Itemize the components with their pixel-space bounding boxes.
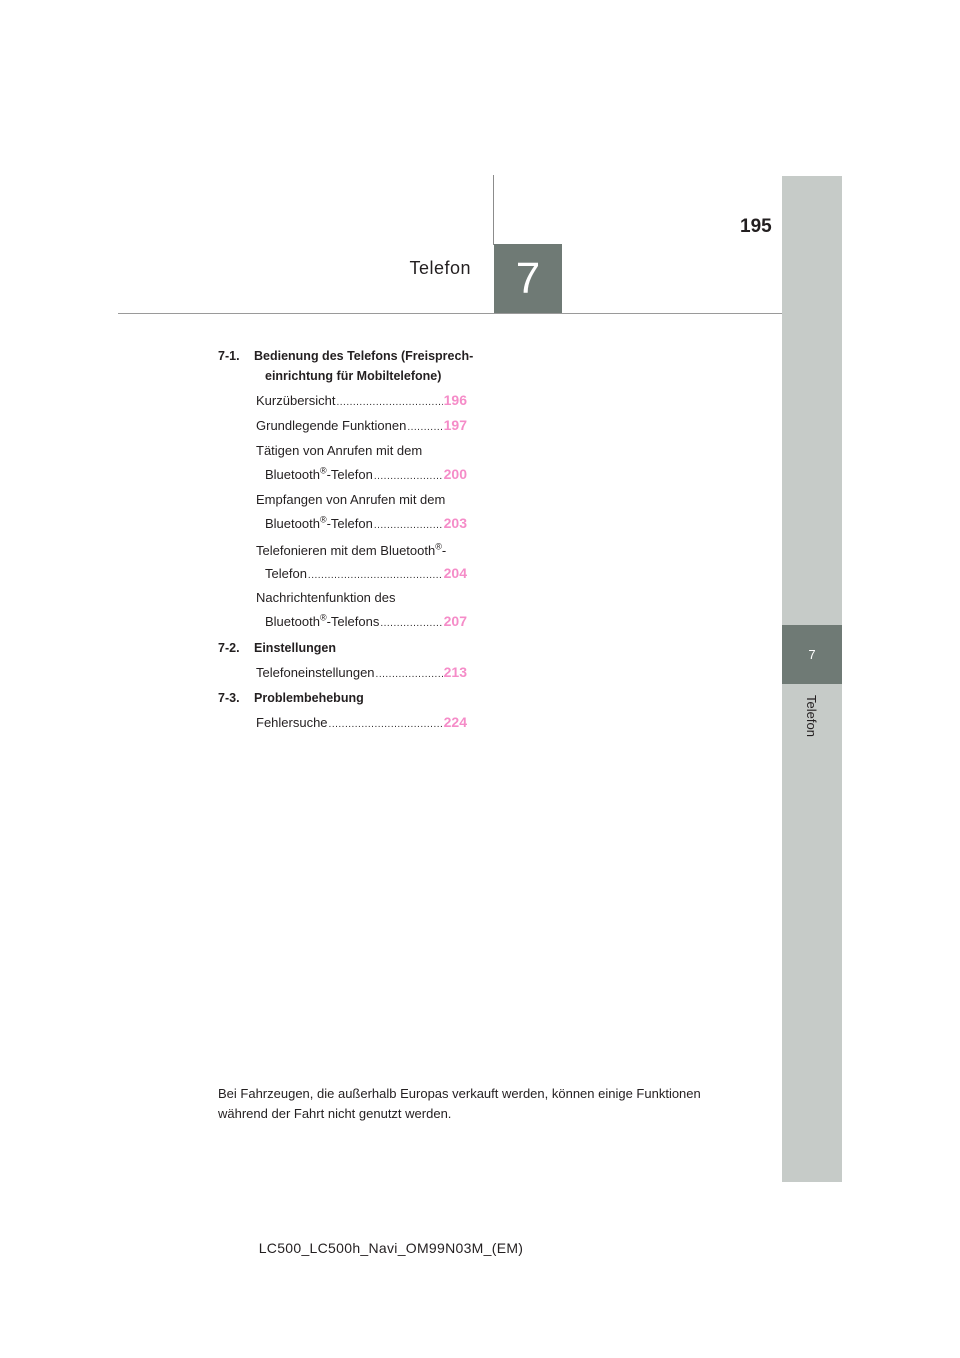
toc-entry-text: Grundlegende Funktionen xyxy=(256,418,407,433)
chapter-number-box: 7 xyxy=(494,244,562,313)
dot-leader xyxy=(329,717,443,733)
toc-entry-text: Bluetooth xyxy=(265,614,320,629)
toc-page-link[interactable]: 196 xyxy=(443,392,467,408)
toc-entry-text: Bluetooth xyxy=(265,516,320,531)
toc-entry[interactable] xyxy=(256,714,467,733)
toc-page-link[interactable]: 204 xyxy=(443,565,467,581)
registered-mark: ® xyxy=(435,541,442,552)
section-number: 7-1. xyxy=(218,349,240,363)
section-number: 7-2. xyxy=(218,641,240,655)
dot-leader xyxy=(376,667,443,683)
toc-entry[interactable] xyxy=(256,492,467,534)
dot-leader xyxy=(374,518,443,534)
toc-entry-text: Kurzübersicht xyxy=(256,393,336,408)
toc-entry-line1: Tätigen von Anrufen mit dem xyxy=(256,443,423,458)
toc-entry-text: Telefon xyxy=(265,566,307,581)
dot-leader xyxy=(336,395,442,411)
registered-mark: ® xyxy=(319,514,327,525)
section-title-continuation xyxy=(265,368,441,384)
toc-section-heading[interactable] xyxy=(218,640,336,656)
toc-page-link[interactable]: 197 xyxy=(443,417,467,433)
section-title: Problembehebung xyxy=(254,691,364,705)
footnote: Bei Fahrzeugen, die außerhalb Europas verkauft werden, können einige Funktionen während der Fahrt nicht genutzt werden. xyxy=(218,1086,701,1121)
toc-page-link[interactable]: 207 xyxy=(443,613,467,629)
side-chapter-label: Telefon xyxy=(804,695,819,737)
footer-document-code: LC500_LC500h_Navi_OM99N03M_(EM) xyxy=(258,1240,524,1256)
toc-entry[interactable] xyxy=(256,590,467,632)
toc-entry-line1: Empfangen von Anrufen mit dem xyxy=(256,492,446,507)
registered-mark: ® xyxy=(319,612,327,623)
header-rule xyxy=(118,313,782,314)
toc-page-link[interactable]: 224 xyxy=(443,714,467,730)
toc-page-link[interactable]: 200 xyxy=(443,466,467,482)
toc-entry-suffix: -Telefon xyxy=(326,467,373,482)
toc-entry[interactable] xyxy=(256,417,467,436)
toc-entry-suffix: -Telefons xyxy=(326,614,380,629)
toc-entry[interactable] xyxy=(256,443,467,485)
section-number: 7-3. xyxy=(218,691,240,705)
toc-entry-text: Telefoneinstellungen xyxy=(256,665,375,680)
dot-leader xyxy=(374,469,443,485)
section-title: Einstellungen xyxy=(254,641,336,655)
dot-leader xyxy=(380,616,442,632)
toc-entry[interactable] xyxy=(256,543,467,584)
chapter-title: Telefon xyxy=(409,258,471,278)
registered-mark: ® xyxy=(319,465,327,476)
toc-page-link[interactable]: 213 xyxy=(443,664,467,680)
section-title-line2: einrichtung für Mobiltelefone) xyxy=(265,369,442,383)
page-number: 195 xyxy=(740,216,772,237)
toc-section-heading[interactable] xyxy=(218,348,473,364)
toc-entry[interactable] xyxy=(256,664,467,683)
toc-entry-line1-suffix: - xyxy=(441,543,447,558)
toc-entry-text: Bluetooth xyxy=(265,467,320,482)
toc-section-heading[interactable] xyxy=(218,690,364,706)
toc-entry[interactable] xyxy=(256,392,467,411)
toc-entry-suffix: -Telefon xyxy=(326,516,373,531)
toc-entry-text: Fehlersuche xyxy=(256,715,328,730)
dot-leader xyxy=(407,420,442,436)
dot-leader xyxy=(308,568,443,584)
toc-entry-line1: Nachrichtenfunktion des xyxy=(256,590,396,605)
side-chapter-tab[interactable]: 7 xyxy=(782,625,842,684)
chapter-divider-line xyxy=(493,175,494,245)
toc-page-link[interactable]: 203 xyxy=(443,515,467,531)
section-title: Bedienung des Telefons (Freisprech- xyxy=(254,349,474,363)
toc-entry-line1: Telefonieren mit dem Bluetooth xyxy=(256,543,436,558)
